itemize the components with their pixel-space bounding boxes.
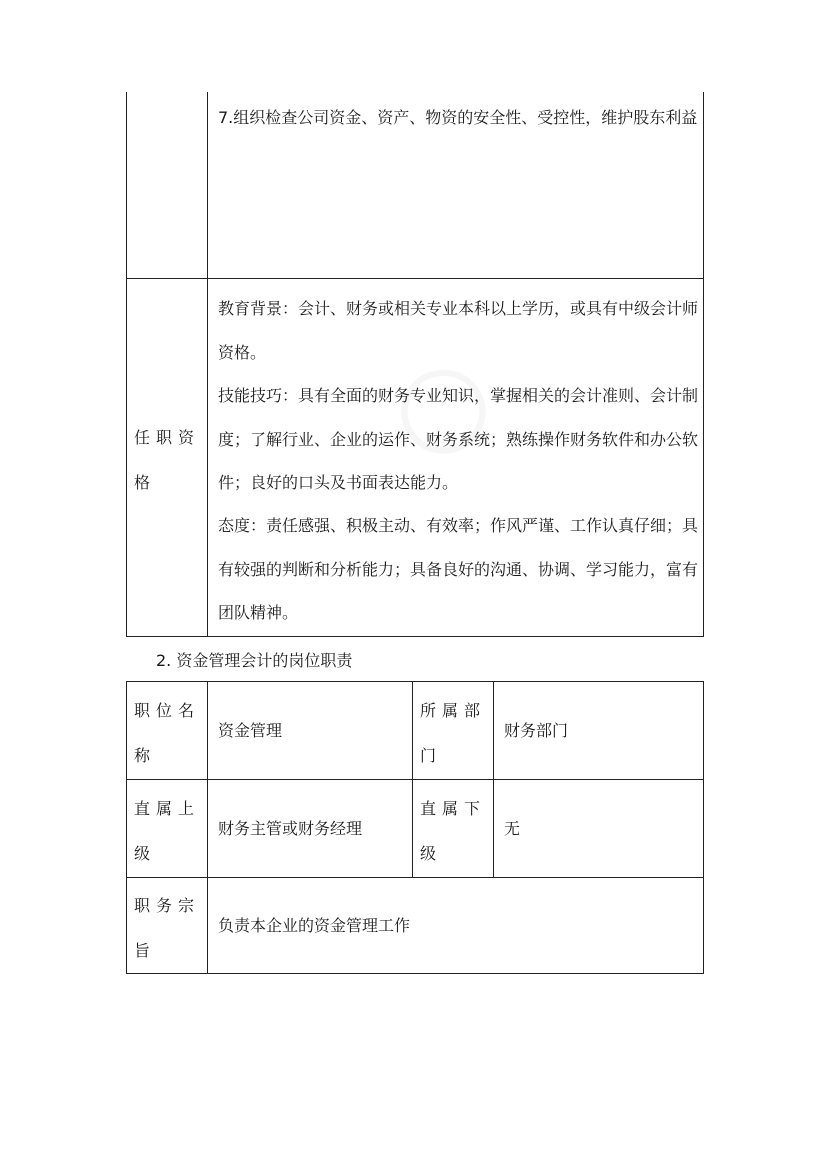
table-border-right [703, 92, 704, 637]
job-table-col-divider [412, 681, 413, 878]
department-value: 财务部门 [504, 721, 569, 740]
table-row-divider [126, 278, 704, 279]
job-table-col-divider [493, 681, 494, 878]
qualification-education: 教育背景：会计、财务或相关专业本科以上学历，或具有中级会计师资格。 [218, 299, 699, 362]
purpose-value: 负责本企业的资金管理工作 [218, 916, 411, 935]
qualification-attitude: 态度：责任感强、积极主动、有效率；作风严谨、工作认真仔细；具有较强的判断和分析能力；具备良好的沟通、协调、学习能力，富有团队精神。 [218, 516, 699, 622]
job-table-border-top [126, 681, 704, 682]
section-heading: 2. 资金管理会计的岗位职责 [156, 651, 353, 670]
position-name-label: 职位名称 [134, 701, 201, 765]
subordinate-value: 无 [504, 819, 521, 838]
superior-label: 直属上级 [134, 799, 201, 863]
department-label: 所属部门 [420, 701, 487, 765]
table-border-left [126, 92, 127, 637]
job-table-row-divider [126, 877, 704, 878]
table-border-bottom [126, 636, 704, 637]
job-table-col-divider [207, 681, 208, 974]
purpose-label: 职务宗旨 [134, 896, 201, 960]
job-table-row-divider [126, 779, 704, 780]
qualification-label: 任职资格 [134, 428, 201, 492]
duty-item-7: 7.组织检查公司资金、资产、物资的安全性、受控性，维护股东利益 [218, 108, 698, 127]
job-table-border-bottom [126, 973, 704, 974]
position-name-value: 资金管理 [218, 721, 283, 740]
qualification-skills: 技能技巧：具有全面的财务专业知识，掌握相关的会计准则、会计制度；了解行业、企业的运作、财务系统；熟练操作财务软件和办公软件；良好的口头及书面表达能力。 [218, 386, 699, 492]
superior-value: 财务主管或财务经理 [218, 819, 363, 838]
subordinate-label: 直属下级 [420, 799, 487, 863]
job-table-border-left [126, 681, 127, 974]
table-border-middle [207, 92, 208, 637]
job-table-border-right [703, 681, 704, 974]
